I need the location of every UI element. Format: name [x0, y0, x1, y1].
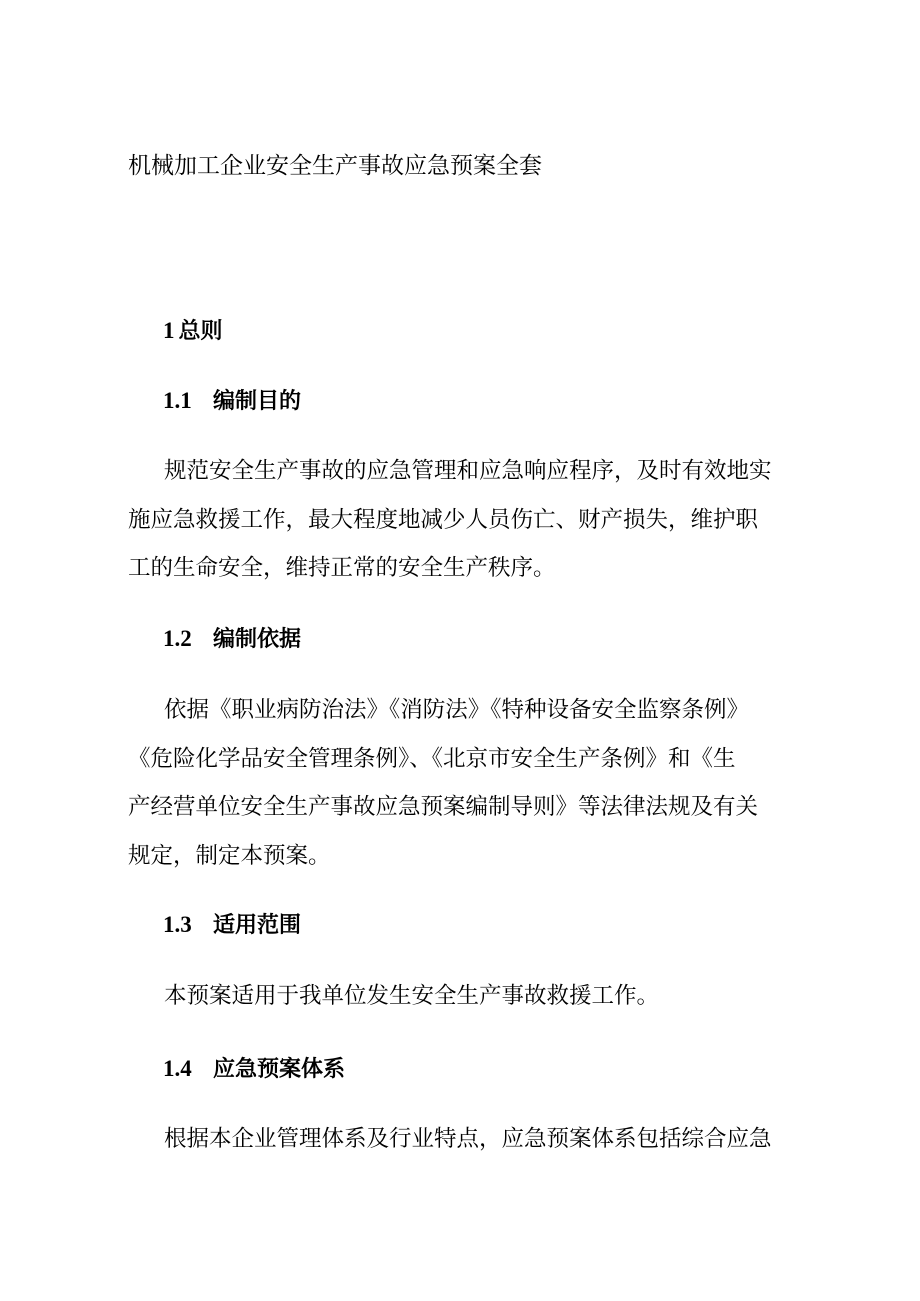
paragraph-line: 施应急救援工作，最大程度地减少人员伤亡、财产损失，维护职	[128, 506, 759, 533]
paragraph-line: 《危险化学品安全管理条例》、《北京市安全生产条例》和《生	[128, 745, 736, 772]
paragraph-scope	[128, 972, 794, 1021]
section-number: 1.2	[163, 626, 192, 651]
paragraph-line: 根据本企业管理体系及行业特点，应急预案体系包括综合应急	[164, 1126, 772, 1152]
paragraph-line: 工的生命安全，维持正常的安全生产秩序。	[128, 555, 556, 581]
section-title: 总则	[178, 319, 223, 344]
paragraph-purpose	[128, 447, 794, 593]
section-heading-1	[163, 316, 223, 347]
section-heading-1-1	[163, 386, 301, 417]
section-title: 编制依据	[213, 627, 302, 652]
paragraph-basis	[128, 686, 794, 880]
section-heading-1-2	[163, 624, 301, 655]
section-title: 应急预案体系	[213, 1057, 346, 1082]
section-number: 1	[163, 318, 175, 343]
section-title: 编制目的	[213, 389, 302, 414]
paragraph-system	[128, 1115, 794, 1164]
paragraph-line: 规范安全生产事故的应急管理和应急响应程序，及时有效地实	[164, 458, 772, 484]
paragraph-line: 依据《职业病防治法》《消防法》《特种设备安全监察条例》	[164, 697, 750, 723]
paragraph-line: 本预案适用于我单位发生安全生产事故救援工作。	[164, 983, 660, 1009]
section-heading-1-3	[163, 910, 301, 941]
document-title: 机械加工企业安全生产事故应急预案全套	[128, 153, 542, 179]
paragraph-line: 规定，制定本预案。	[128, 842, 331, 869]
section-number: 1.4	[163, 1056, 192, 1081]
section-number: 1.1	[163, 388, 192, 413]
section-heading-1-4	[163, 1054, 345, 1085]
section-number: 1.3	[163, 912, 192, 937]
section-title: 适用范围	[213, 913, 302, 938]
paragraph-line: 产经营单位安全生产事故应急预案编制导则》等法律法规及有关	[128, 794, 759, 820]
